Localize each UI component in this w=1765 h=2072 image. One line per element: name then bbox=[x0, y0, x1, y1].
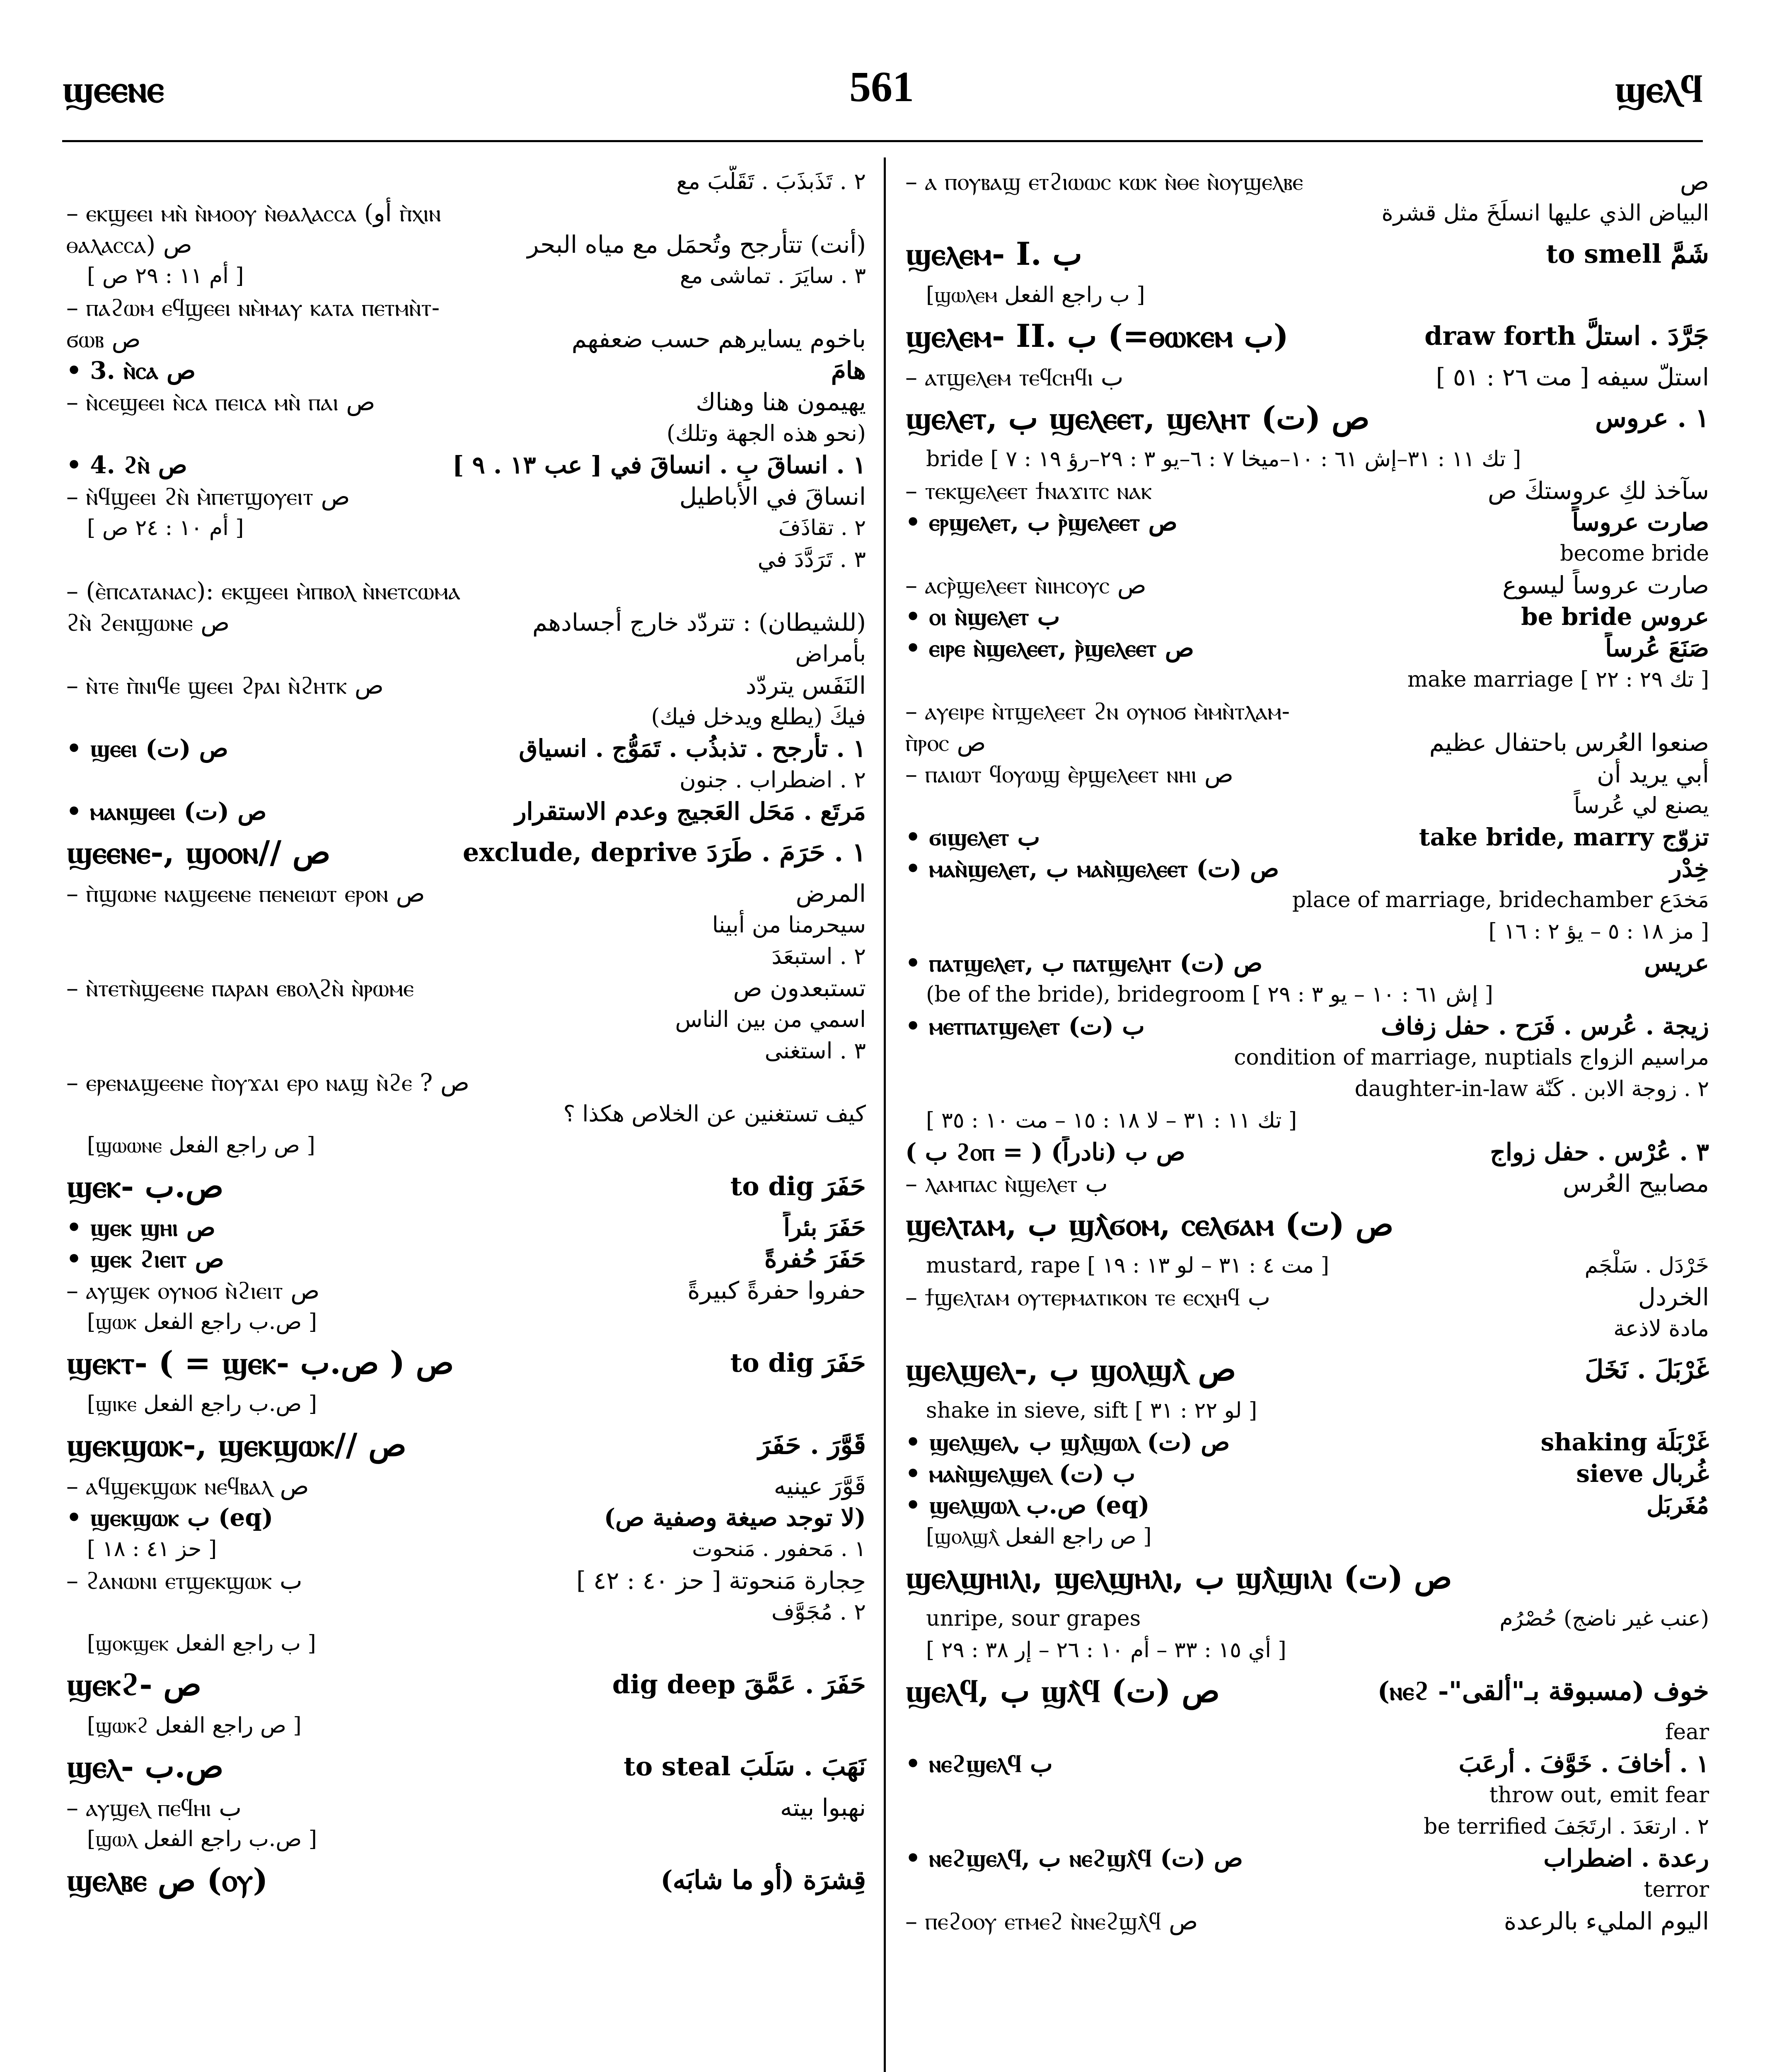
entry-gloss-text: throw out, emit fear bbox=[1489, 1783, 1709, 1808]
entry-line bbox=[901, 1811, 1713, 1842]
entry-coptic-text: [ϣⲱⲕϩ ص راجع الفعل ] bbox=[87, 1713, 302, 1738]
entry-coptic-text: [ أي ١٥ : ٣٣ – أم ١٠ : ٢٦ – إر ٣٨ : ٢٩ ] bbox=[926, 1638, 1286, 1663]
entry-line bbox=[62, 1596, 870, 1628]
entry-line bbox=[901, 1779, 1713, 1811]
entry-gloss-text: نهبوا بيته bbox=[780, 1794, 866, 1822]
entry-line bbox=[901, 393, 1713, 443]
entry-line bbox=[901, 538, 1713, 569]
entry-coptic-text: unripe, sour grapes bbox=[926, 1606, 1141, 1631]
entry-line bbox=[62, 796, 870, 827]
entry-gloss-text: خِدْر bbox=[1670, 854, 1709, 883]
right-column bbox=[901, 166, 1713, 2072]
entry-coptic-text: mustard, rape [ مت ٤ : ٣١ – لو ١٣ : ١٩ ] bbox=[926, 1253, 1330, 1278]
entry-coptic-text: – ϩⲁⲛⲱⲛⲓ ⲉⲧϣⲉⲕϣⲱⲕ ب bbox=[66, 1566, 302, 1595]
entry-gloss-text: مُغَربَل bbox=[1646, 1491, 1709, 1519]
entry-gloss-text: الخردل bbox=[1638, 1283, 1709, 1311]
entry-gloss-text: ٢ . مُجَوَّف bbox=[771, 1599, 866, 1625]
entry-gloss-text: مصابيح العُرس bbox=[1562, 1169, 1709, 1198]
entry-gloss-text: البياض الذي عليها انسلَخَ مثل قشرة bbox=[1381, 200, 1709, 226]
entry-line bbox=[62, 1004, 870, 1035]
entry-coptic-text: [ أم ١١ : ٢٩ ص ] bbox=[87, 264, 244, 288]
entry-gloss-text: عريس bbox=[1644, 949, 1709, 977]
entry-gloss-text: صارت عروساً bbox=[1572, 508, 1709, 536]
entry-line bbox=[62, 878, 870, 909]
entry-gloss-text: be terrified ٢ . ارتعَدَ . ارتَجَفَ bbox=[1424, 1814, 1709, 1839]
entry-line bbox=[901, 947, 1713, 979]
entry-line bbox=[62, 1659, 870, 1710]
entry-coptic-text: – ϯϣⲉⲗⲧⲁⲙ ⲟⲩⲧⲉⲣⲙⲁⲧⲓⲕⲟⲛ ⲧⲉ ⲉⲥⲭⲏϥ ب bbox=[905, 1283, 1271, 1311]
entry-line bbox=[901, 475, 1713, 506]
entry-line bbox=[62, 229, 870, 260]
entry-coptic-text: ϣⲉⲉⲛⲉ-, ϣⲟⲟⲛ// ص bbox=[66, 834, 331, 871]
entry-gloss-text: ١ . أخافَ . خَوَّفَ . أرعَبَ bbox=[1458, 1750, 1709, 1778]
entry-gloss-text: ١ . انساقَ بِ . انساقَ في [ عب ١٣ . ٩ ] bbox=[452, 451, 866, 479]
entry-coptic-text: ϣⲉⲕⲧ- ( = ϣⲉⲕ- ص.ب ) ص bbox=[66, 1344, 454, 1381]
entry-coptic-text: • ⲙⲁⲛ̀ϣⲉⲗϣⲉⲗ ب (ت) bbox=[905, 1460, 1136, 1488]
entry-coptic-text: [ϣⲱⲗⲉⲙ ب راجع الفعل ] bbox=[926, 283, 1145, 307]
entry-coptic-text: ϣⲉⲗⲉⲙ- I. ب bbox=[905, 235, 1082, 272]
entry-coptic-text: • ϣⲉⲗϣⲉⲗ, ب ϣⲗ̀ϣⲱⲗ ص (ت) bbox=[905, 1428, 1230, 1456]
entry-gloss-text: ١ . تأرجح . تذبذُب . تَمَوُّج . انسياق bbox=[519, 734, 866, 762]
entry-coptic-text: shake in sieve, sift [ لو ٢٢ : ٣١ ] bbox=[926, 1398, 1257, 1423]
entry-gloss-text: ٣ . عُرْس . حفل زواج bbox=[1490, 1138, 1709, 1166]
entry-gloss-text: بأمراض bbox=[795, 641, 866, 667]
entry-gloss-text: ٣ . تَرَدَّدَ في bbox=[757, 546, 866, 572]
entry-coptic-text: – ⲁⲧϣⲉⲗⲉⲙ ⲧⲉϥⲥⲏϥⲓ ب bbox=[905, 363, 1124, 391]
entry-coptic-text: • ϣⲉⲗϣⲱⲗ ص.ب (eq) bbox=[905, 1491, 1150, 1519]
entry-gloss-text: قَوَّرَ عينيه bbox=[774, 1472, 866, 1500]
entry-gloss-text: سآخذ لكِ عروستكَ ص bbox=[1487, 477, 1709, 505]
entry-gloss-text: ٢ . تَذَبذَبَ . تَقَلَّبَ مع bbox=[676, 168, 866, 194]
entry-gloss-text: تستبعدون ص bbox=[733, 974, 866, 1002]
entry-line bbox=[62, 909, 870, 941]
entry-line bbox=[62, 166, 870, 197]
entry-coptic-text: – ⲧⲉⲕϣⲉⲗⲉⲉⲧ ϯⲛⲁϫⲓⲧⲥ ⲛⲁⲕ bbox=[905, 477, 1152, 505]
entry-coptic-text: • ⲉⲓⲣⲉ ⲛ̀ϣⲉⲗⲉⲉⲧ, ⲣ̀ϣⲉⲗⲉⲉⲧ ص bbox=[905, 634, 1194, 662]
entry-line bbox=[62, 512, 870, 544]
entry-coptic-text: ϣⲉⲗϣⲉⲗ-, ب ϣⲟⲗϣⲗ̀ ص bbox=[905, 1351, 1236, 1388]
entry-gloss-text: خوف (مسبوقة بـ"ألقى"- ⲛⲉϩ) bbox=[1377, 1676, 1709, 1706]
entry-coptic-text: [ϣⲱⲕ ص.ب راجع الفعل ] bbox=[87, 1310, 317, 1334]
entry-gloss-text: كيف تستغنين عن الخلاص هكذا ؟ bbox=[563, 1101, 866, 1127]
entry-coptic-text: – ⲛ̀ⲥⲉϣⲉⲉⲓ ⲛ̀ⲥⲁ ⲡⲉⲓⲥⲁ ⲙⲛ̀ ⲡⲁⲓ ص bbox=[66, 388, 375, 416]
entry-coptic-text: [ϣⲱⲱⲛⲉ ص راجع الفعل ] bbox=[87, 1133, 315, 1158]
entry-gloss-text: (عنب غير ناضج) حُصْرُم bbox=[1499, 1606, 1709, 1631]
entry-gloss-text: place of marriage, bridechamber مَخدَع bbox=[1292, 888, 1709, 913]
entry-coptic-text: [ϣⲱⲗ ص.ب راجع الفعل ] bbox=[87, 1827, 317, 1852]
entry-line bbox=[62, 827, 870, 878]
entry-line bbox=[62, 323, 870, 355]
entry-line bbox=[62, 1502, 870, 1533]
entry-gloss-text: حَفَرَ بئراً bbox=[783, 1213, 866, 1242]
entry-coptic-text: ϣⲉⲗϥ, ب ϣⲗ̀ϥ ص (ت) bbox=[905, 1673, 1220, 1709]
entry-gloss-text: ص bbox=[1680, 167, 1709, 196]
left-column bbox=[62, 166, 870, 2072]
entry-line bbox=[62, 481, 870, 512]
entry-line bbox=[901, 166, 1713, 197]
header-left-word: ϣⲉⲉⲛⲉ bbox=[62, 66, 164, 111]
entry-coptic-text: – ⲡ̀ϣⲱⲛⲉ ⲛⲁϣⲉⲉⲛⲉ ⲡⲉⲛⲉⲓⲱⲧ ⲉⲣⲟⲛ ص bbox=[66, 879, 425, 908]
entry-gloss-text: ٢ . اضطراب . جنون bbox=[679, 767, 866, 793]
entry-coptic-text: • ⲙⲁⲛ̀ϣⲉⲗⲉⲧ, ب ⲙⲁⲛ̀ϣⲉⲗⲉⲉⲧ ص (ت) bbox=[905, 854, 1279, 883]
entry-coptic-text: • ⲛⲉϩϣⲉⲗϥ, ب ⲛⲉϩϣⲗ̀ϥ ص (ت) bbox=[905, 1844, 1243, 1872]
entry-coptic-text: • ⲉⲣϣⲉⲗⲉⲧ, ب ⲣ̀ϣⲉⲗⲉⲉⲧ ص bbox=[905, 508, 1177, 536]
entry-gloss-text: dig deep حَفَرَ . عَمَّقَ bbox=[612, 1669, 866, 1699]
entry-coptic-text: ϣⲉⲗϣⲏⲓⲗⲓ, ϣⲉⲗϣⲏⲗⲓ, ب ϣⲗ̀ϣⲓⲗⲓ ص (ت) bbox=[905, 1559, 1452, 1596]
header-right-word: ϣⲉⲗϥ bbox=[1614, 66, 1703, 111]
entry-line bbox=[62, 1710, 870, 1741]
entry-gloss-text: take bride, marry تزوّج bbox=[1419, 823, 1709, 851]
entry-line bbox=[62, 1130, 870, 1161]
entry-gloss-text: become bride bbox=[1560, 541, 1709, 566]
entry-gloss-text: يهيمون هنا وهناك bbox=[696, 388, 866, 416]
entry-line bbox=[901, 790, 1713, 821]
entry-line bbox=[62, 1243, 870, 1275]
entry-gloss-text: daughter-in-law ٢ . زوجة الابن . كَنّة bbox=[1354, 1077, 1709, 1101]
entry-coptic-text: – ⲁⲩⲉⲓⲣⲉ ⲛ̀ⲧϣⲉⲗⲉⲉⲧ ϩⲛ ⲟⲩⲛⲟϭ ⲙ̀ⲙⲛ̀ⲧⲗⲁⲙ- bbox=[905, 697, 1290, 725]
entry-line bbox=[901, 1250, 1713, 1281]
entry-line bbox=[62, 1035, 870, 1067]
entry-gloss-text: [ مز ١٨ : ٥ – يؤ ٢ : ١٦ ] bbox=[1488, 919, 1709, 944]
entry-gloss-text: سيحرمنا من أبينا bbox=[712, 912, 866, 938]
entry-coptic-text: [ حز ٤١ : ١٨ ] bbox=[87, 1537, 217, 1561]
entry-line bbox=[62, 544, 870, 575]
entry-line bbox=[901, 632, 1713, 664]
entry-line bbox=[62, 1855, 870, 1905]
column-divider bbox=[884, 157, 886, 2072]
entry-gloss-text: shaking غَرْبَلَة bbox=[1540, 1428, 1709, 1456]
entry-gloss-text: قِشرَة (أو ما شابَه) bbox=[660, 1865, 866, 1895]
entry-gloss-text: زيجة . عُرس . فَرَح . حفل زفاف bbox=[1381, 1012, 1709, 1040]
entry-line bbox=[62, 1338, 870, 1388]
entry-coptic-text: • 4. ϩⲛ̀ ص bbox=[66, 451, 187, 479]
entry-gloss-text: to smell شَمَّ bbox=[1546, 239, 1709, 269]
entry-line bbox=[901, 695, 1713, 727]
entry-coptic-text: [ϣⲟⲗϣⲗ̀ ص راجع الفعل ] bbox=[926, 1524, 1152, 1549]
header-rule bbox=[62, 140, 1703, 142]
entry-line bbox=[901, 279, 1713, 311]
entry-gloss-text: اسمي من بين الناس bbox=[675, 1006, 866, 1032]
entry-line bbox=[62, 292, 870, 323]
entry-gloss-text: to steal نَهَبَ . سَلَبَ bbox=[624, 1751, 866, 1782]
entry-coptic-text: [ϣⲟⲕϣⲉⲕ ب راجع الفعل ] bbox=[87, 1631, 316, 1656]
entry-gloss-text: خَرْدَل . سَلْجَم bbox=[1584, 1253, 1709, 1278]
entry-gloss-text: condition of marriage, nuptials مراسيم الزواج bbox=[1234, 1045, 1709, 1070]
entry-line bbox=[62, 733, 870, 764]
entry-line bbox=[901, 1199, 1713, 1250]
entry-line bbox=[62, 386, 870, 418]
entry-line bbox=[62, 1792, 870, 1823]
entry-line bbox=[901, 1136, 1713, 1168]
entry-coptic-text: – ⲗⲁⲙⲡⲁⲥ ⲛ̀ϣⲉⲗⲉⲧ ب bbox=[905, 1169, 1108, 1198]
entry-gloss-text: قَوَّرَ . حَفَرَ bbox=[758, 1430, 866, 1460]
entry-coptic-text: ⲡ̀ⲣⲟⲥ ص bbox=[905, 729, 986, 757]
entry-coptic-text: – ⲛ̀ⲧⲉⲧⲛ̀ϣⲉⲉⲛⲉ ⲡⲁⲣⲁⲛ ⲉⲃⲟⲗϩⲛ̀ ⲛ̀ⲣⲱⲙⲉ bbox=[66, 974, 414, 1002]
entry-gloss-text: (أنت) تتأرجح وتُحمَل مع مياه البحر bbox=[527, 230, 866, 259]
entry-coptic-text: – ⲁ ⲡⲟⲩⲃⲁϣ ⲉⲧϩⲓⲱⲱⲥ ⲕⲱⲕ ⲛ̀ⲑⲉ ⲛ̀ⲟⲩϣⲉⲗⲃⲉ bbox=[905, 167, 1303, 196]
entry-line bbox=[62, 1470, 870, 1502]
entry-gloss-text: ٣ . استغنى bbox=[764, 1038, 866, 1064]
entry-line bbox=[901, 1634, 1713, 1666]
entry-gloss-text: exclude, deprive ١ . حَرَمَ . طَرَدَ bbox=[462, 837, 866, 867]
entry-coptic-text: – (ⲉ̀ⲡⲥⲁⲧⲁⲛⲁⲥ): ⲉⲕϣⲉⲉⲓ ⲙ̀ⲡⲃⲟⲗ ⲛ̀ⲛⲉⲧⲥⲱⲙⲁ bbox=[66, 577, 461, 605]
entry-line bbox=[901, 1344, 1713, 1395]
entry-line bbox=[901, 1489, 1713, 1521]
entry-gloss-text: اليوم المليء بالرعدة bbox=[1504, 1907, 1709, 1935]
entry-gloss-text: المرض bbox=[795, 879, 866, 908]
entry-line bbox=[62, 260, 870, 292]
entry-coptic-text: ( ب ϩⲟⲡ = ) ص ب (نادراً) bbox=[905, 1138, 1185, 1166]
entry-line bbox=[901, 1521, 1713, 1552]
entry-line bbox=[62, 1823, 870, 1855]
entry-coptic-text: • ⲙⲁⲛϣⲉⲉⲓ ص (ت) bbox=[66, 797, 267, 825]
entry-gloss-text: باخوم يسايرهم حسب ضعفهم bbox=[571, 325, 866, 353]
entry-line bbox=[62, 701, 870, 733]
entry-gloss-text: انساقَ في الأباطيل bbox=[679, 482, 866, 511]
entry-coptic-text: – ⲡⲉϩⲟⲟⲩ ⲉⲧⲙⲉϩ ⲛ̀ⲛⲉϩϣⲗ̀ϥ ص bbox=[905, 1907, 1198, 1935]
entry-coptic-text: • ⲟⲓ ⲛ̀ϣⲉⲗⲉⲧ ب bbox=[905, 603, 1060, 631]
entry-line bbox=[901, 727, 1713, 758]
entry-gloss-text: صنعوا العُرس باحتفال عظيم bbox=[1429, 729, 1709, 757]
entry-line bbox=[62, 1741, 870, 1792]
entry-gloss-text: صارت عروساً ليسوع bbox=[1502, 571, 1709, 599]
entry-coptic-text: ϣⲉⲗⲧⲁⲙ, ب ϣⲗ̀ϭⲟⲙ, ⲥⲉⲗϭⲁⲙ ص (ت) bbox=[905, 1206, 1394, 1243]
entry-line bbox=[901, 979, 1713, 1010]
entry-line bbox=[62, 941, 870, 972]
entry-line bbox=[901, 1905, 1713, 1937]
entry-gloss-text: sieve غُربال bbox=[1576, 1460, 1709, 1488]
entry-coptic-text: • ⲙⲉⲧⲡⲁⲧϣⲉⲗⲉⲧ ب (ت) bbox=[905, 1012, 1145, 1040]
entry-line bbox=[901, 443, 1713, 475]
entry-gloss-text: النَفَس يتردّد bbox=[745, 671, 866, 700]
entry-line bbox=[901, 1010, 1713, 1042]
entry-coptic-text: – ⲡⲁϩⲱⲙ ⲉϥϣⲉⲉⲓ ⲛⲙ̀ⲙⲁⲩ ⲕⲁⲧⲁ ⲡⲉⲧⲙⲛ̀ⲧ- bbox=[66, 293, 440, 322]
entry-coptic-text: – ⲉⲣⲉⲛⲁϣⲉⲉⲛⲉ ⲡ̀ⲟⲩϫⲁⲓ ⲉⲣⲟ ⲛⲁϣ ⲛ̀ϩⲉ ? ص bbox=[66, 1068, 469, 1097]
entry-gloss-text: ٢ . تقاذَفَ bbox=[778, 516, 866, 540]
entry-line bbox=[901, 1666, 1713, 1716]
entry-coptic-text: • ϣⲉⲕ ϩⲓⲉⲓⲧ ص bbox=[66, 1245, 224, 1273]
entry-line bbox=[901, 1395, 1713, 1426]
entry-line bbox=[901, 1748, 1713, 1779]
entry-line bbox=[901, 229, 1713, 279]
entry-line bbox=[62, 1161, 870, 1212]
entry-gloss-text: غَرْبَلَ . نَخَلَ bbox=[1585, 1354, 1709, 1385]
entry-coptic-text: – ⲁⲩϣⲉⲕ ⲟⲩⲛⲟϭ ⲛ̀ϩⲓⲉⲓⲧ ص bbox=[66, 1276, 320, 1305]
entry-line bbox=[62, 1533, 870, 1565]
entry-line bbox=[62, 575, 870, 607]
entry-gloss-text: draw forth جَرَّدَ . استلَّ bbox=[1424, 321, 1709, 351]
entry-gloss-text: (لا توجد صيغة وصفية ص) bbox=[604, 1503, 866, 1532]
entry-line bbox=[62, 972, 870, 1004]
entry-coptic-text: bride [ تك ١١ : ٣١–إش ٦١ : ١٠–ميخا ٧ : ٦–يو ٣ : ٢٩–رؤ ١٩ : ٧ ] bbox=[926, 447, 1521, 472]
entry-gloss-text: هامَ bbox=[831, 356, 866, 385]
entry-coptic-text: [ϣⲓⲕⲉ ص.ب راجع الفعل ] bbox=[87, 1392, 317, 1416]
entry-line bbox=[62, 1388, 870, 1420]
entry-line bbox=[901, 569, 1713, 601]
entry-coptic-text: • ϭⲓϣⲉⲗⲉⲧ ب bbox=[905, 823, 1040, 851]
entry-line bbox=[62, 1098, 870, 1130]
entry-coptic-text: – ⲉⲕϣⲉⲉⲓ ⲙⲛ̀ ⲛ̀ⲙⲟⲟⲩ ⲛ̀ⲑⲁⲗⲁⲥⲥⲁ (أو ⲡ̀ⲭⲓⲛ bbox=[66, 199, 441, 227]
entry-gloss-text: صَنَعَ عُرساً bbox=[1605, 634, 1709, 662]
entry-line bbox=[901, 1716, 1713, 1748]
entry-line bbox=[62, 638, 870, 670]
entry-coptic-text: ϣⲉⲗⲉⲧ, ب ϣⲉⲗⲉⲉⲧ, ϣⲉⲗⲏⲧ ص (ت) bbox=[905, 399, 1370, 436]
entry-coptic-text: ϣⲉⲕ- ص.ب bbox=[66, 1168, 224, 1205]
entry-gloss-text: (نحو هذه الجهة وتلك) bbox=[666, 420, 866, 446]
entry-gloss-text: حَفَرَ حُفرةً bbox=[764, 1245, 866, 1273]
entry-line bbox=[901, 853, 1713, 884]
entry-coptic-text: ⲑⲁⲗⲁⲥⲥⲁ) ص bbox=[66, 230, 192, 259]
entry-line bbox=[62, 1420, 870, 1470]
entry-gloss-text: to dig حَفَرَ bbox=[730, 1171, 866, 1201]
entry-line bbox=[62, 449, 870, 481]
entry-gloss-text: fear bbox=[1665, 1720, 1709, 1745]
entry-gloss-text: terror bbox=[1644, 1877, 1709, 1902]
entry-line bbox=[62, 1212, 870, 1243]
entry-coptic-text: – ⲁϥϣⲉⲕϣⲱⲕ ⲛⲉϥⲃⲁⲗ ص bbox=[66, 1472, 309, 1500]
entry-coptic-text: • 3. ⲛ̀ⲥⲁ ص bbox=[66, 356, 196, 385]
entry-line bbox=[62, 670, 870, 701]
entry-line bbox=[62, 418, 870, 449]
entry-line bbox=[901, 664, 1713, 695]
entry-line bbox=[901, 1874, 1713, 1905]
entry-line bbox=[62, 1565, 870, 1596]
entry-gloss-text: أبي يريد أن bbox=[1597, 760, 1709, 788]
entry-line bbox=[901, 1168, 1713, 1199]
entry-coptic-text: – ⲛ̀ⲧⲉ ⲡ̀ⲛⲓϥⲉ ϣⲉⲉⲓ ϩⲣⲁⲓ ⲛ̀ϩⲏⲧⲕ ص bbox=[66, 671, 384, 700]
entry-coptic-text: • ⲛⲉϩϣⲉⲗϥ ب bbox=[905, 1750, 1053, 1778]
entry-line bbox=[901, 361, 1713, 393]
entry-gloss-text: فيكَ (يطلع ويدخل فيك) bbox=[651, 704, 866, 730]
page-number: 561 bbox=[849, 63, 914, 111]
entry-line bbox=[901, 1105, 1713, 1136]
entry-gloss-text: يصنع لي عُرساً bbox=[1574, 792, 1709, 818]
entry-line bbox=[901, 1458, 1713, 1489]
entry-line bbox=[901, 1426, 1713, 1458]
entry-gloss-text: ٢ . استبعَدَ bbox=[771, 943, 866, 969]
entry-line bbox=[901, 601, 1713, 632]
entry-gloss-text: ٣ . سايَرَ . تماشى مع bbox=[679, 264, 866, 288]
entry-gloss-text: حِجارة مَنحوتة [ حز ٤٠ : ٤٢ ] bbox=[576, 1566, 866, 1595]
entry-line bbox=[901, 884, 1713, 916]
entry-coptic-text: ϣⲉⲗ- ص.ب bbox=[66, 1748, 224, 1785]
entry-line bbox=[901, 1281, 1713, 1313]
entry-coptic-text: (be of the bride), bridegroom [ إش ٦١ : ١٠ – يو ٣ : ٢٩ ] bbox=[926, 982, 1493, 1007]
entry-coptic-text: • ϣⲉⲉⲓ ص (ت) bbox=[66, 734, 228, 762]
entry-line bbox=[901, 1073, 1713, 1105]
entry-coptic-text: • ϣⲉⲕϣⲱⲕ ب (eq) bbox=[66, 1503, 273, 1532]
entry-coptic-text: ϣⲉⲕϩ- ص bbox=[66, 1666, 202, 1703]
entry-line bbox=[62, 1628, 870, 1659]
entry-line bbox=[62, 1306, 870, 1338]
entry-coptic-text: ϩⲛ̀ ϩⲉⲛϣⲱⲛⲉ ص bbox=[66, 608, 230, 637]
entry-coptic-text: [ تك ١١ : ٣١ – لا ١٨ : ١٥ – مت ١٠ : ٣٥ ] bbox=[926, 1108, 1297, 1133]
entry-line bbox=[62, 355, 870, 386]
entry-gloss-text: (للشيطان) : تتردّد خارج أجسادهم bbox=[532, 608, 866, 637]
entry-coptic-text: – ⲡⲁⲓⲱⲧ ϥⲟⲩⲱϣ ⲉ̀ⲣϣⲉⲗⲉⲉⲧ ⲛⲏⲓ ص bbox=[905, 760, 1233, 788]
page-header bbox=[62, 62, 1703, 120]
entry-line bbox=[901, 1842, 1713, 1874]
entry-line bbox=[901, 506, 1713, 538]
entry-gloss-text: استلّ سيفه [ مت ٢٦ : ٥١ ] bbox=[1436, 363, 1709, 391]
entry-line bbox=[62, 1067, 870, 1098]
entry-line bbox=[901, 1603, 1713, 1634]
entry-gloss-text: رعدة . اضطراب bbox=[1543, 1844, 1709, 1872]
entry-coptic-text: • ϣⲉⲕ ϣⲏⲓ ص bbox=[66, 1213, 215, 1242]
entry-coptic-text: [ أم ١٠ : ٢٤ ص ] bbox=[87, 516, 244, 540]
entry-gloss-text: مَرتَع . مَحَل العَجيج وعدم الاستقرار bbox=[515, 797, 866, 825]
entry-line bbox=[901, 1313, 1713, 1344]
entry-gloss-text: مادة لاذعة bbox=[1613, 1315, 1709, 1341]
entry-gloss-text: make marriage [ تك ٢٩ : ٢٢ ] bbox=[1407, 667, 1709, 692]
entry-line bbox=[901, 311, 1713, 361]
entry-gloss-text: حفروا حفرةً كبيرةً bbox=[687, 1276, 866, 1305]
entry-gloss-text: ١ . عروس bbox=[1595, 403, 1709, 433]
entry-coptic-text: • ⲡⲁⲧϣⲉⲗⲉⲧ, ب ⲡⲁⲧϣⲉⲗⲏⲧ ص (ت) bbox=[905, 949, 1263, 977]
entry-coptic-text: ϣⲉⲗⲃⲉ ص (ⲟⲩ) bbox=[66, 1861, 268, 1898]
entry-coptic-text: – ⲛ̀ϥϣⲉⲉⲓ ϩⲛ̀ ⲙ̀ⲡⲉⲧϣⲟⲩⲉⲓⲧ ص bbox=[66, 482, 350, 511]
entry-line bbox=[62, 607, 870, 638]
entry-coptic-text: – ⲁⲥⲣ̀ϣⲉⲗⲉⲉⲧ ⲛ̀ⲓⲏⲥⲟⲩⲥ ص bbox=[905, 571, 1146, 599]
entry-coptic-text: ϣⲉⲕϣⲱⲕ-, ϣⲉⲕϣⲱⲕ// ص bbox=[66, 1426, 406, 1463]
entry-line bbox=[901, 197, 1713, 229]
entry-gloss-text: ١ . مَحفور . مَنحوت bbox=[692, 1537, 866, 1561]
entry-gloss-text: to dig حَفَرَ bbox=[730, 1348, 866, 1378]
entry-line bbox=[62, 764, 870, 796]
entry-line bbox=[901, 1552, 1713, 1603]
entry-line bbox=[901, 758, 1713, 790]
entry-coptic-text: ϭⲱⲃ ص bbox=[66, 325, 141, 353]
entry-line bbox=[901, 821, 1713, 853]
entry-gloss-text: be bride عروس bbox=[1521, 603, 1709, 631]
entry-line bbox=[901, 916, 1713, 947]
entry-coptic-text: ϣⲉⲗⲉⲙ- II. ب (=ⲑⲱⲕⲉⲙ ب) bbox=[905, 317, 1289, 354]
entry-line bbox=[901, 1042, 1713, 1073]
entry-line bbox=[62, 1275, 870, 1306]
entry-line bbox=[62, 197, 870, 229]
entry-coptic-text: – ⲁⲩϣⲉⲗ ⲡⲉϥⲏⲓ ب bbox=[66, 1794, 242, 1822]
